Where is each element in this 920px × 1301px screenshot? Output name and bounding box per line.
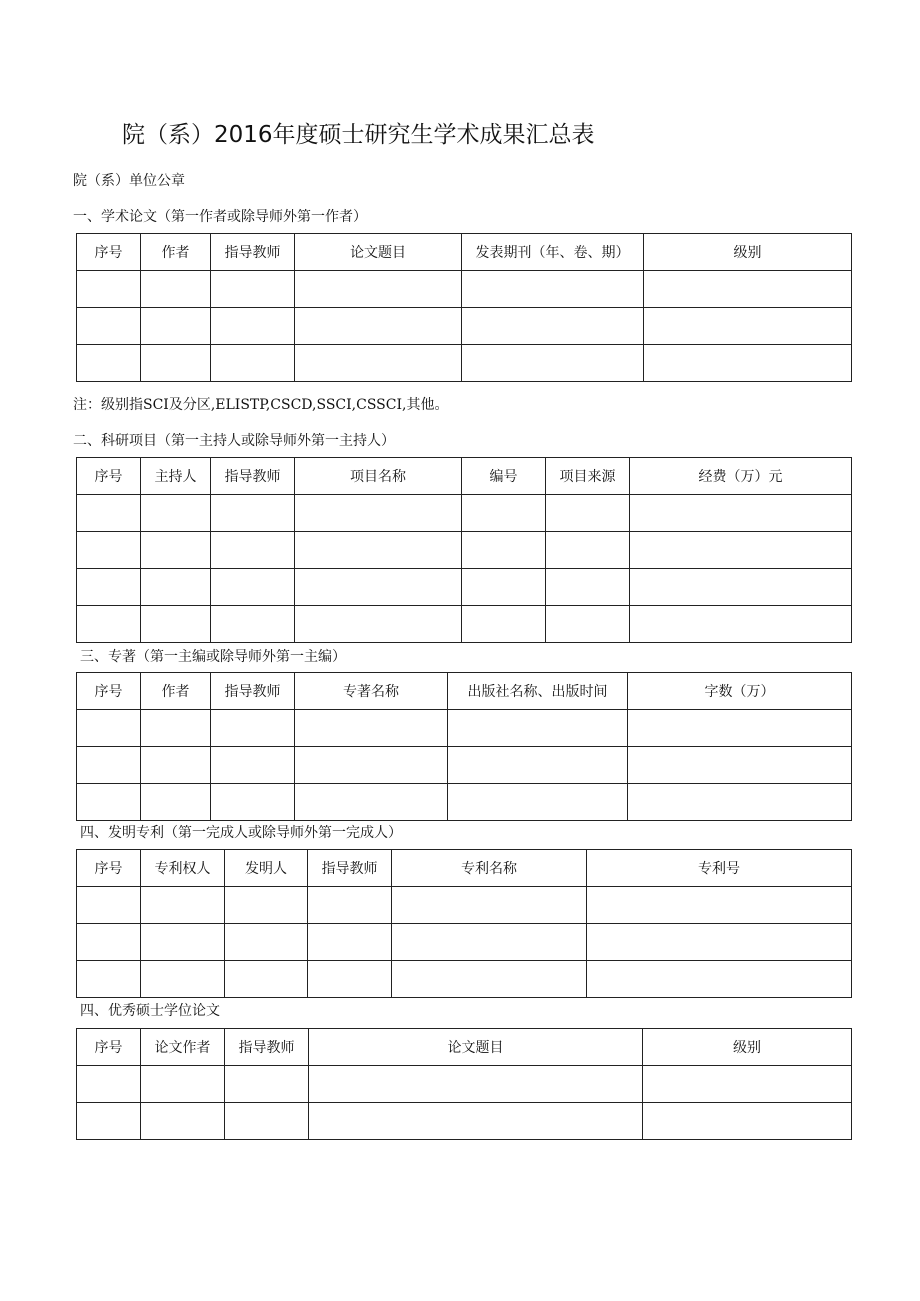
table-cell[interactable] [295, 308, 462, 345]
header-cell: 专利权人 [141, 850, 225, 887]
page-title: 院（系）2016年度硕士研究生学术成果汇总表 [122, 122, 595, 148]
table-cell[interactable] [141, 924, 225, 961]
table-row [77, 924, 852, 961]
table-cell[interactable] [630, 569, 852, 606]
table-cell[interactable] [141, 887, 225, 924]
table-cell[interactable] [295, 495, 462, 532]
table-cell[interactable] [211, 495, 295, 532]
table-header-row [77, 850, 852, 887]
table-cell[interactable] [392, 924, 587, 961]
table-cell[interactable] [77, 924, 141, 961]
table-cell[interactable] [587, 961, 852, 998]
table-cell[interactable] [643, 1103, 852, 1140]
table-cell[interactable] [462, 495, 546, 532]
table-cell[interactable] [141, 747, 211, 784]
table-cell[interactable] [628, 784, 852, 821]
table-cell[interactable] [628, 747, 852, 784]
header-cell: 出版社名称、出版时间 [448, 673, 628, 710]
table-cell[interactable] [628, 710, 852, 747]
table-cell[interactable] [141, 710, 211, 747]
table-cell[interactable] [77, 495, 141, 532]
table-cell[interactable] [644, 308, 852, 345]
header-cell: 专利号 [587, 850, 852, 887]
table-cell[interactable] [546, 532, 630, 569]
header-cell: 发表期刊（年、卷、期） [462, 234, 644, 271]
table-cell[interactable] [644, 271, 852, 308]
table-cell[interactable] [295, 271, 462, 308]
table-cell[interactable] [462, 532, 546, 569]
papers-note: 注：级别指SCI及分区,ELISTP,CSCD,SSCI,CSSCI,其他。 [73, 397, 449, 413]
table-cell[interactable] [308, 924, 392, 961]
header-cell: 级别 [644, 234, 852, 271]
table-cell[interactable] [211, 271, 295, 308]
table-cell[interactable] [77, 532, 141, 569]
table-cell[interactable] [77, 271, 141, 308]
table-cell[interactable] [211, 747, 295, 784]
table-cell[interactable] [211, 606, 295, 643]
header-cell: 字数（万） [628, 673, 852, 710]
table-cell[interactable] [77, 961, 141, 998]
header-cell: 指导教师 [211, 234, 295, 271]
table-row [77, 606, 852, 643]
table-cell[interactable] [141, 1066, 225, 1103]
header-cell: 序号 [77, 850, 141, 887]
projects-heading: 二、科研项目（第一主持人或除导师外第一主持人） [73, 433, 395, 449]
header-cell: 编号 [462, 458, 546, 495]
table-cell[interactable] [295, 345, 462, 382]
table-header-row [77, 458, 852, 495]
table-cell[interactable] [546, 569, 630, 606]
table-cell[interactable] [462, 606, 546, 643]
table-cell[interactable] [141, 271, 211, 308]
table-cell[interactable] [309, 1103, 643, 1140]
table-cell[interactable] [587, 887, 852, 924]
table-cell[interactable] [644, 345, 852, 382]
table-cell[interactable] [462, 345, 644, 382]
table-cell[interactable] [141, 345, 211, 382]
header-cell: 序号 [77, 673, 141, 710]
papers-heading: 一、学术论文（第一作者或除导师外第一作者） [73, 209, 367, 225]
table-cell[interactable] [77, 606, 141, 643]
table-row [77, 308, 852, 345]
header-cell: 专著名称 [295, 673, 448, 710]
table-cell[interactable] [308, 887, 392, 924]
table-cell[interactable] [77, 784, 141, 821]
table-cell[interactable] [77, 1066, 141, 1103]
header-cell: 序号 [77, 458, 141, 495]
header-cell: 论文题目 [309, 1029, 643, 1066]
table-cell[interactable] [295, 747, 448, 784]
table-cell[interactable] [77, 887, 141, 924]
header-cell: 论文作者 [141, 1029, 225, 1066]
monographs-heading: 三、专著（第一主编或除导师外第一主编） [80, 649, 346, 665]
table-row [77, 710, 852, 747]
table-cell[interactable] [630, 532, 852, 569]
table-cell[interactable] [211, 710, 295, 747]
projects-table [76, 457, 852, 643]
header-cell: 指导教师 [225, 1029, 309, 1066]
table-cell[interactable] [77, 569, 141, 606]
table-cell[interactable] [587, 924, 852, 961]
table-cell[interactable] [225, 1066, 309, 1103]
table-cell[interactable] [141, 495, 211, 532]
table-cell[interactable] [141, 569, 211, 606]
table-row [77, 345, 852, 382]
monographs-table [76, 672, 852, 821]
table-cell[interactable] [448, 710, 628, 747]
table-cell[interactable] [392, 887, 587, 924]
table-cell[interactable] [295, 606, 462, 643]
table-cell[interactable] [295, 532, 462, 569]
table-cell[interactable] [295, 710, 448, 747]
header-cell: 序号 [77, 1029, 141, 1066]
header-cell: 专利名称 [392, 850, 587, 887]
header-cell: 论文题目 [295, 234, 462, 271]
table-cell[interactable] [295, 569, 462, 606]
theses-heading: 四、优秀硕士学位论文 [80, 1003, 220, 1019]
table-cell[interactable] [141, 308, 211, 345]
header-cell: 作者 [141, 234, 211, 271]
table-row [77, 569, 852, 606]
header-cell: 级别 [643, 1029, 852, 1066]
table-cell[interactable] [643, 1066, 852, 1103]
table-cell[interactable] [546, 606, 630, 643]
table-cell[interactable] [392, 961, 587, 998]
table-cell[interactable] [308, 961, 392, 998]
patents-table [76, 849, 852, 998]
table-cell[interactable] [462, 308, 644, 345]
table-cell[interactable] [141, 1103, 225, 1140]
table-cell[interactable] [141, 961, 225, 998]
table-cell[interactable] [211, 569, 295, 606]
theses-table [76, 1028, 852, 1140]
table-cell[interactable] [225, 887, 308, 924]
table-cell[interactable] [141, 532, 211, 569]
header-cell: 指导教师 [211, 458, 295, 495]
header-cell: 作者 [141, 673, 211, 710]
table-cell[interactable] [77, 710, 141, 747]
table-cell[interactable] [211, 308, 295, 345]
table-row [77, 747, 852, 784]
table-cell[interactable] [295, 784, 448, 821]
table-cell[interactable] [448, 784, 628, 821]
table-cell[interactable] [462, 271, 644, 308]
table-cell[interactable] [546, 495, 630, 532]
table-cell[interactable] [309, 1066, 643, 1103]
table-row [77, 961, 852, 998]
table-row [77, 532, 852, 569]
table-cell[interactable] [630, 606, 852, 643]
table-header-row [77, 1029, 852, 1066]
unit-seal-label: 院（系）单位公章 [73, 173, 185, 189]
header-cell: 项目来源 [546, 458, 630, 495]
table-cell[interactable] [211, 532, 295, 569]
table-cell[interactable] [141, 784, 211, 821]
table-cell[interactable] [211, 784, 295, 821]
header-cell: 指导教师 [211, 673, 295, 710]
table-cell[interactable] [77, 1103, 141, 1140]
header-cell: 指导教师 [308, 850, 392, 887]
table-row [77, 1103, 852, 1140]
table-row [77, 495, 852, 532]
table-cell[interactable] [630, 495, 852, 532]
table-cell[interactable] [225, 961, 308, 998]
table-row [77, 784, 852, 821]
header-cell: 项目名称 [295, 458, 462, 495]
table-row [77, 887, 852, 924]
table-header-row [77, 673, 852, 710]
table-cell[interactable] [225, 1103, 309, 1140]
header-cell: 发明人 [225, 850, 308, 887]
table-header-row [77, 234, 852, 271]
table-cell[interactable] [77, 345, 141, 382]
header-cell: 经费（万）元 [630, 458, 852, 495]
header-cell: 序号 [77, 234, 141, 271]
table-cell[interactable] [77, 308, 141, 345]
table-cell[interactable] [462, 569, 546, 606]
table-cell[interactable] [77, 747, 141, 784]
table-cell[interactable] [211, 345, 295, 382]
patents-heading: 四、发明专利（第一完成人或除导师外第一完成人） [80, 825, 402, 841]
header-cell: 主持人 [141, 458, 211, 495]
table-row [77, 1066, 852, 1103]
table-row [77, 271, 852, 308]
table-cell[interactable] [448, 747, 628, 784]
table-cell[interactable] [225, 924, 308, 961]
papers-table [76, 233, 852, 382]
table-cell[interactable] [141, 606, 211, 643]
